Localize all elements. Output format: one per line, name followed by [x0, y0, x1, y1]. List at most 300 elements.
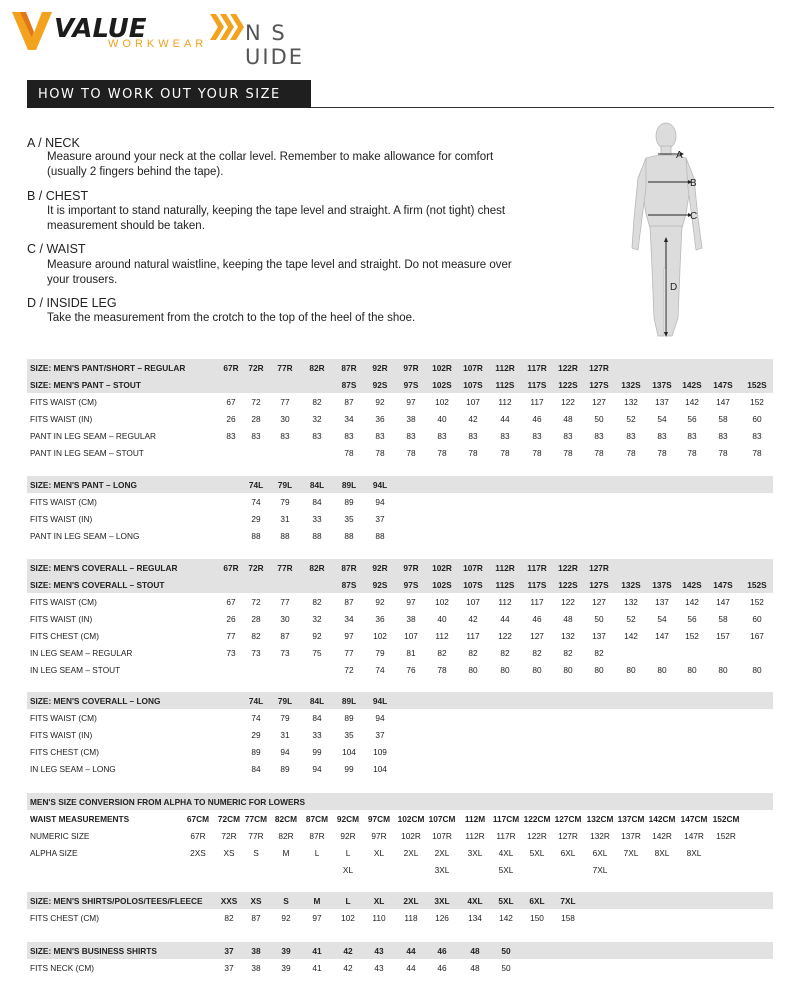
table-cell: 82: [224, 913, 234, 923]
table-row: [27, 844, 773, 861]
table-row: [27, 942, 773, 959]
table-cell: 67: [226, 397, 236, 407]
table-row: [27, 393, 773, 410]
table-cell: 107R: [463, 363, 483, 373]
table-cell: 31: [280, 514, 290, 524]
table-cell: 107R: [432, 831, 452, 841]
table-cell: 46: [532, 614, 542, 624]
table-cell: 80: [657, 665, 667, 675]
table-row: [27, 909, 773, 926]
table-cell: 147: [716, 397, 730, 407]
table-cell: 82R: [309, 563, 325, 573]
table-row: [27, 743, 773, 760]
table-cell: 82: [251, 631, 261, 641]
table-row: [27, 644, 773, 661]
table-cell: 78: [752, 448, 762, 458]
table-cell: 142: [685, 597, 699, 607]
table-cell: 4XL: [467, 896, 483, 906]
measure-neck-line: Measure around your neck at the collar level. Remember to make allowance for comfort: [47, 151, 494, 163]
table-cell: 72R: [248, 563, 264, 573]
table-cell: 102S: [432, 580, 452, 590]
banner-divider: [311, 107, 774, 108]
table-cell: 122: [561, 397, 575, 407]
table-cell: 42: [468, 414, 478, 424]
table-cell: 80: [468, 665, 478, 675]
table-cell: 67CM: [186, 814, 210, 824]
table-cell: 92: [312, 631, 322, 641]
table-row: [27, 709, 773, 726]
table-cell: 122R: [558, 363, 578, 373]
table-cell: 87: [251, 913, 261, 923]
table-cell: 7XL: [560, 896, 576, 906]
table-row: [27, 610, 773, 627]
table-cell: 83: [500, 431, 510, 441]
table-cell: 147: [716, 597, 730, 607]
table-cell: 82R: [309, 363, 325, 373]
table-cell: 89L: [341, 480, 357, 490]
table-cell: 97S: [403, 580, 419, 590]
table-cell: 97: [312, 913, 322, 923]
row-label: SIZE: MEN'S COVERALL – REGULAR: [30, 563, 178, 573]
table-cell: 48: [470, 946, 480, 956]
table-cell: 83: [563, 431, 573, 441]
table-row: [27, 444, 773, 461]
table-cell: 107R: [463, 563, 483, 573]
table-cell: 37: [375, 514, 385, 524]
row-label: SIZE: MEN'S PANT/SHORT – REGULAR: [30, 363, 186, 373]
table-cell: 112: [498, 597, 512, 607]
table-cell: 137S: [652, 380, 672, 390]
table-cell: 99: [312, 747, 322, 757]
table-cell: 83: [406, 431, 416, 441]
table-row: [27, 726, 773, 743]
table-cell: 42: [468, 614, 478, 624]
table-cell: 38: [406, 414, 416, 424]
table-cell: 74L: [248, 696, 264, 706]
table-cell: 97R: [403, 363, 419, 373]
table-cell: 40: [437, 414, 447, 424]
table-cell: 39: [281, 963, 291, 973]
table-cell: 80: [532, 665, 542, 675]
table-cell: 39: [281, 946, 291, 956]
row-label: IN LEG SEAM – REGULAR: [30, 648, 133, 658]
table-cell: 33: [312, 730, 322, 740]
table-cell: 3XL: [434, 865, 450, 875]
row-label: MEN'S SIZE CONVERSION FROM ALPHA TO NUMERIC FOR LOWERS: [30, 797, 306, 807]
table-cell: 83: [344, 431, 354, 441]
table-cell: 42: [343, 963, 353, 973]
table-cell: 122: [498, 631, 512, 641]
table-cell: L: [314, 848, 320, 858]
table-cell: 79L: [277, 696, 293, 706]
table-cell: 117R: [527, 363, 547, 373]
table-cell: 132: [624, 397, 638, 407]
table-cell: 147S: [713, 580, 733, 590]
table-cell: 40: [437, 614, 447, 624]
table-cell: 94: [375, 713, 385, 723]
table-cell: 78: [437, 448, 447, 458]
table-cell: 104: [373, 764, 387, 774]
table-cell: 152: [750, 397, 764, 407]
table-cell: 80: [594, 665, 604, 675]
table-cell: XL: [373, 848, 385, 858]
table-cell: 97: [406, 597, 416, 607]
table-cell: 122S: [558, 580, 578, 590]
table-cell: 132CM: [586, 814, 614, 824]
row-label: FITS WAIST (CM): [30, 713, 97, 723]
table-cell: 82CM: [274, 814, 298, 824]
table-cell: 87R: [341, 363, 357, 373]
row-label: SIZE: MEN'S SHIRTS/POLOS/TEES/FLEECE: [30, 896, 203, 906]
shirts-polos-tees-fleece-table: [27, 892, 773, 926]
table-cell: 41: [312, 963, 322, 973]
table-cell: 97: [406, 397, 416, 407]
table-cell: 28: [251, 414, 261, 424]
table-cell: 102R: [432, 563, 452, 573]
table-cell: 112R: [465, 831, 485, 841]
table-cell: 37: [224, 963, 234, 973]
table-cell: 37: [375, 730, 385, 740]
row-label: FITS WAIST (CM): [30, 497, 97, 507]
table-cell: 82: [500, 648, 510, 658]
figure-label-d: D: [670, 282, 678, 293]
table-cell: 92: [375, 597, 385, 607]
table-cell: 97R: [371, 831, 387, 841]
table-cell: 118: [404, 913, 418, 923]
table-cell: 158: [561, 913, 575, 923]
table-cell: 88: [280, 531, 290, 541]
figure-label-a: A: [676, 150, 683, 161]
measure-chest-heading: B / CHEST: [27, 189, 89, 203]
table-cell: 84: [312, 497, 322, 507]
table-cell: XS: [223, 848, 235, 858]
table-cell: 77: [280, 597, 290, 607]
table-cell: 26: [226, 414, 236, 424]
table-cell: XS: [250, 896, 262, 906]
measure-neck-text: [47, 150, 567, 180]
guide-title-fragment: N S UIDE: [245, 21, 305, 69]
table-cell: 58: [718, 414, 728, 424]
table-cell: 38: [406, 614, 416, 624]
table-cell: 78: [718, 448, 728, 458]
row-label: FITS WAIST (CM): [30, 397, 97, 407]
table-row: [27, 559, 773, 576]
table-cell: 44: [500, 414, 510, 424]
table-cell: 78: [344, 448, 354, 458]
table-cell: 88: [312, 531, 322, 541]
business-shirts-table: [27, 942, 773, 976]
pant-regular-stout-table: [27, 359, 773, 461]
table-cell: 75: [312, 648, 322, 658]
table-cell: 46: [437, 963, 447, 973]
table-cell: 127S: [589, 580, 609, 590]
table-cell: 37: [224, 946, 234, 956]
table-cell: 34: [344, 614, 354, 624]
table-cell: 44: [406, 946, 416, 956]
table-cell: 77CM: [244, 814, 268, 824]
measure-inside-leg-heading: D / INSIDE LEG: [27, 296, 117, 310]
table-cell: 109: [373, 747, 387, 757]
table-cell: 97R: [403, 563, 419, 573]
table-cell: 94: [280, 747, 290, 757]
table-cell: 35: [344, 730, 354, 740]
table-cell: 127R: [558, 831, 578, 841]
table-cell: 73: [251, 648, 261, 658]
table-cell: 44: [406, 963, 416, 973]
table-cell: 72: [251, 597, 261, 607]
table-cell: 94L: [372, 480, 388, 490]
table-row: [27, 810, 773, 827]
table-cell: 107: [466, 397, 480, 407]
table-cell: 80: [687, 665, 697, 675]
table-cell: 122S: [558, 380, 578, 390]
table-cell: 157: [716, 631, 730, 641]
table-cell: 5XL: [529, 848, 545, 858]
table-cell: 83: [468, 431, 478, 441]
table-cell: 83: [226, 431, 236, 441]
table-cell: 78: [500, 448, 510, 458]
measure-waist-line: Measure around natural waistline, keeping the tape level and straight. Do not measure over: [47, 259, 512, 271]
row-label: FITS WAIST (IN): [30, 730, 93, 740]
table-cell: S: [253, 848, 259, 858]
table-cell: 137R: [621, 831, 641, 841]
table-cell: 112S: [495, 380, 515, 390]
table-cell: 2XL: [403, 848, 419, 858]
table-cell: 87CM: [305, 814, 329, 824]
table-cell: 88: [344, 531, 354, 541]
row-label: IN LEG SEAM – STOUT: [30, 665, 121, 675]
table-cell: 67R: [223, 363, 239, 373]
table-cell: 102: [435, 597, 449, 607]
table-cell: 80: [752, 665, 762, 675]
table-cell: 102S: [432, 380, 452, 390]
measure-inside-leg-text: [47, 311, 567, 326]
row-label: SIZE: MEN'S PANT – LONG: [30, 480, 137, 490]
table-cell: 89: [251, 747, 261, 757]
table-cell: 83: [657, 431, 667, 441]
table-cell: 44: [500, 614, 510, 624]
table-cell: 26: [226, 614, 236, 624]
table-row: [27, 427, 773, 444]
table-cell: 147S: [713, 380, 733, 390]
table-cell: 102: [341, 913, 355, 923]
table-cell: 142CM: [648, 814, 676, 824]
table-cell: 82R: [278, 831, 294, 841]
table-cell: 42: [343, 946, 353, 956]
row-label: PANT IN LEG SEAM – LONG: [30, 531, 140, 541]
table-cell: 78: [563, 448, 573, 458]
table-row: [27, 493, 773, 510]
table-row: [27, 576, 773, 593]
row-label: PANT IN LEG SEAM – REGULAR: [30, 431, 157, 441]
table-cell: 72CM: [217, 814, 241, 824]
table-cell: 92R: [372, 563, 388, 573]
table-cell: L: [345, 896, 351, 906]
table-cell: 80: [718, 665, 728, 675]
table-cell: L: [345, 848, 351, 858]
table-cell: 97CM: [367, 814, 391, 824]
table-cell: 87R: [341, 563, 357, 573]
table-cell: 73: [280, 648, 290, 658]
table-cell: 46: [437, 946, 447, 956]
table-cell: 89: [344, 713, 354, 723]
table-row: [27, 527, 773, 544]
table-cell: 152: [685, 631, 699, 641]
table-cell: 52: [626, 414, 636, 424]
table-cell: 127CM: [554, 814, 582, 824]
row-label: FITS WAIST (CM): [30, 597, 97, 607]
table-cell: 50: [501, 946, 511, 956]
table-cell: 92S: [372, 380, 388, 390]
table-cell: 92S: [372, 580, 388, 590]
table-cell: 78: [687, 448, 697, 458]
row-label: FITS NECK (CM): [30, 963, 95, 973]
table-cell: 107S: [463, 380, 483, 390]
table-cell: 83: [626, 431, 636, 441]
table-cell: 117: [466, 631, 480, 641]
table-cell: 82: [312, 397, 322, 407]
table-cell: 78: [437, 665, 447, 675]
table-row: [27, 892, 773, 909]
table-cell: 78: [594, 448, 604, 458]
table-cell: 6XL: [529, 896, 545, 906]
measure-chest-line: measurement should be taken.: [47, 220, 205, 232]
table-cell: 67R: [223, 563, 239, 573]
table-cell: 60: [752, 414, 762, 424]
table-cell: 137CM: [617, 814, 645, 824]
measure-neck-line: (usually 2 fingers behind the tape).: [47, 166, 224, 178]
table-cell: 50: [594, 614, 604, 624]
table-cell: 126: [435, 913, 449, 923]
table-cell: 92R: [340, 831, 356, 841]
table-row: [27, 510, 773, 527]
table-cell: 48: [470, 963, 480, 973]
table-cell: 122R: [527, 831, 547, 841]
table-cell: 83: [251, 431, 261, 441]
table-cell: 77: [226, 631, 236, 641]
table-cell: 142: [685, 397, 699, 407]
table-cell: 58: [718, 614, 728, 624]
table-cell: 74: [375, 665, 385, 675]
table-cell: 80: [626, 665, 636, 675]
section-banner: HOW TO WORK OUT YOUR SIZE: [27, 80, 311, 108]
row-label: FITS CHEST (CM): [30, 747, 99, 757]
table-cell: 43: [374, 946, 384, 956]
table-cell: 122R: [558, 563, 578, 573]
table-cell: 43: [374, 963, 384, 973]
table-cell: 132: [624, 597, 638, 607]
table-cell: 80: [563, 665, 573, 675]
table-cell: 8XL: [686, 848, 702, 858]
row-label: FITS CHEST (CM): [30, 631, 99, 641]
table-cell: 77R: [277, 363, 293, 373]
coverall-regular-stout-table: [27, 559, 773, 678]
table-cell: 87S: [341, 580, 357, 590]
table-cell: 41: [312, 946, 322, 956]
table-cell: 72R: [248, 363, 264, 373]
table-cell: 2XL: [434, 848, 450, 858]
table-cell: 117: [530, 597, 544, 607]
table-cell: 30: [280, 414, 290, 424]
table-cell: 87: [344, 397, 354, 407]
table-cell: 83: [375, 431, 385, 441]
row-label: NUMERIC SIZE: [30, 831, 90, 841]
table-cell: 74: [251, 497, 261, 507]
measure-inside-leg-line: Take the measurement from the crotch to the top of the heel of the shoe.: [47, 312, 416, 324]
table-cell: 82: [312, 597, 322, 607]
table-cell: 88: [251, 531, 261, 541]
table-cell: 60: [752, 614, 762, 624]
table-cell: 50: [501, 963, 511, 973]
table-cell: 137S: [652, 580, 672, 590]
table-cell: 80: [500, 665, 510, 675]
table-cell: 87: [344, 597, 354, 607]
table-cell: 89: [280, 764, 290, 774]
table-row: [27, 760, 773, 777]
alpha-numeric-conversion-table: [27, 793, 773, 875]
table-cell: 92CM: [336, 814, 360, 824]
table-cell: 112M: [464, 814, 486, 824]
table-cell: 107: [404, 631, 418, 641]
table-cell: 82: [468, 648, 478, 658]
coverall-long-table: [27, 692, 773, 777]
table-cell: 77: [280, 397, 290, 407]
table-cell: 36: [375, 614, 385, 624]
table-row: [27, 959, 773, 976]
table-row: [27, 861, 773, 875]
table-cell: 3XL: [434, 896, 450, 906]
table-cell: 82: [532, 648, 542, 658]
table-cell: 84: [312, 713, 322, 723]
table-cell: 127S: [589, 380, 609, 390]
table-cell: 92: [281, 913, 291, 923]
table-cell: 82: [437, 648, 447, 658]
table-cell: 36: [375, 414, 385, 424]
table-cell: 152S: [747, 380, 767, 390]
table-cell: 32: [312, 414, 322, 424]
table-cell: 83: [594, 431, 604, 441]
table-cell: 147: [655, 631, 669, 641]
table-cell: 167: [750, 631, 764, 641]
table-cell: 117S: [527, 380, 547, 390]
table-cell: 67R: [190, 831, 206, 841]
table-cell: 76: [406, 665, 416, 675]
brand-subtitle: WORKWEAR: [108, 38, 208, 50]
table-cell: 94: [375, 497, 385, 507]
table-cell: 83: [312, 431, 322, 441]
row-label: SIZE: MEN'S BUSINESS SHIRTS: [30, 946, 157, 956]
figure-label-c: C: [690, 211, 698, 222]
table-cell: 117S: [527, 580, 547, 590]
row-label: FITS CHEST (CM): [30, 913, 99, 923]
row-label: FITS WAIST (IN): [30, 514, 93, 524]
table-cell: 56: [687, 614, 697, 624]
table-cell: 83: [752, 431, 762, 441]
table-cell: 117CM: [492, 814, 520, 824]
table-cell: 79: [280, 497, 290, 507]
table-row: [27, 476, 773, 493]
table-cell: 107S: [463, 580, 483, 590]
table-cell: 54: [657, 414, 667, 424]
table-cell: 50: [594, 414, 604, 424]
table-cell: 112R: [495, 563, 515, 573]
table-cell: 122: [561, 597, 575, 607]
table-cell: 112R: [495, 363, 515, 373]
table-cell: 102: [373, 631, 387, 641]
table-cell: 34: [344, 414, 354, 424]
table-cell: 127R: [589, 563, 609, 573]
table-cell: 127: [592, 597, 606, 607]
